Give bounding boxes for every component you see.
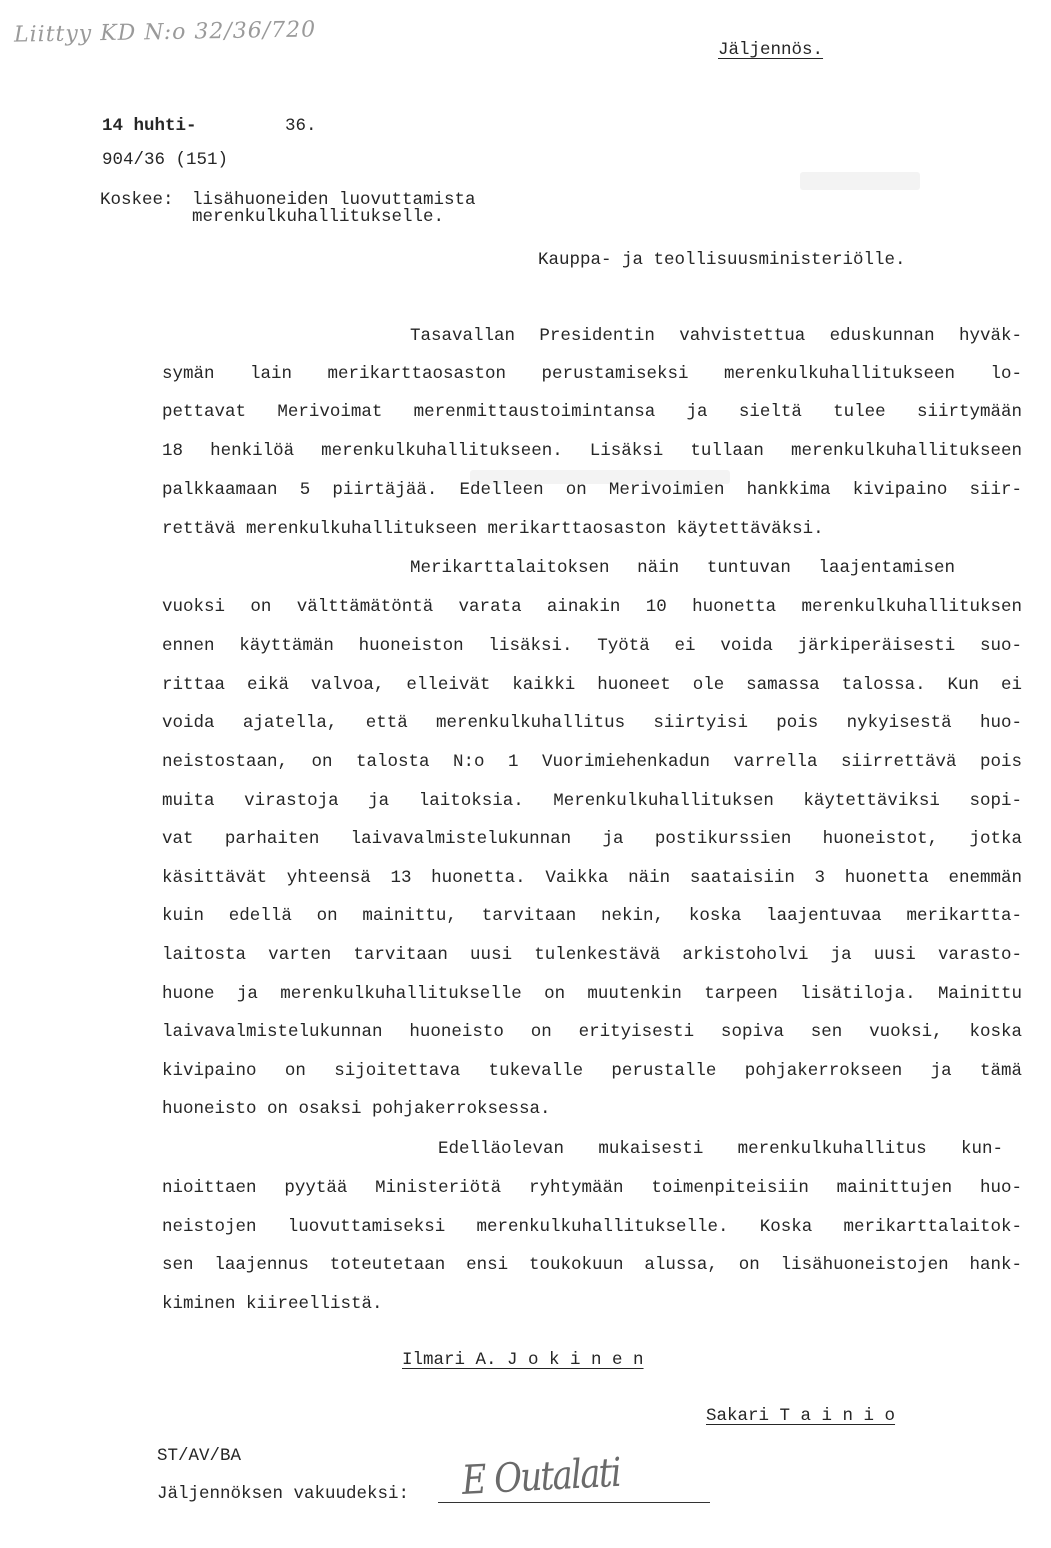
subject-label: Koskee: xyxy=(100,190,174,210)
document-label: Jäljennös. xyxy=(718,40,824,60)
body-line: 18 henkilöä merenkulkuhallitukseen. Lisäksi tullaan merenkulkuhallitukseen xyxy=(162,441,1022,461)
body-line: palkkaamaan 5 piirtäjää. Edelleen on Merivoimien hankkima kivipaino siir- xyxy=(162,480,1022,500)
body-line: neistostaan, on talosta N:o 1 Vuorimiehenkadun varrella siirrettävä pois xyxy=(162,752,1022,772)
certification-label: Jäljennöksen vakuudeksi: xyxy=(157,1484,410,1504)
body-line: symän lain merikarttaosaston perustamiseksi merenkulkuhallitukseen lo- xyxy=(162,364,1022,384)
body-line: neistojen luovuttamiseksi merenkulkuhallitukselle. Koska merikarttalaitok- xyxy=(162,1217,1022,1237)
body-line: käsittävät yhteensä 13 huonetta. Vaikka näin saataisiin 3 huonetta enemmän xyxy=(162,868,1022,888)
body-line: sen laajennus toteutetaan ensi toukokuun alussa, on lisähuoneistojen hank- xyxy=(162,1255,1022,1275)
reference-number: 904/36 (151) xyxy=(102,150,229,170)
body-line: muita virastoja ja laitoksia. Merenkulkuhallituksen käytettäviksi sopi- xyxy=(162,791,1022,811)
body-line: rittaa eikä valvoa, elleivät kaikki huoneet ole samassa talossa. Kun ei xyxy=(162,675,1022,695)
signatory-2: Sakari T a i n i o xyxy=(706,1406,896,1426)
scan-bleed-mark xyxy=(800,172,920,190)
body-line: laitosta varten tarvitaan uusi tulenkestävä arkistoholvi ja uusi varasto- xyxy=(162,945,1022,965)
body-line: laivavalmistelukunnan huoneisto on erityisesti sopiva sen vuoksi, koska xyxy=(162,1022,1022,1042)
body-line: ennen käyttämän huoneiston lisäksi. Työtä ei voida järkiperäisesti suo- xyxy=(162,636,1022,656)
body-line: huone ja merenkulkuhallitukselle on muutenkin tarpeen lisätiloja. Mainittu xyxy=(162,984,1022,1004)
date-year: 36. xyxy=(285,116,317,136)
typist-initials: ST/AV/BA xyxy=(157,1446,242,1466)
body-line: voida ajatella, että merenkulkuhallitus siirtyisi pois nykyisestä huo- xyxy=(162,713,1022,733)
body-line: kuin edellä on mainittu, tarvitaan nekin, koska laajentuvaa merikartta- xyxy=(162,906,1022,926)
body-line: kiminen kiireellistä. xyxy=(162,1294,383,1314)
subject-line-1: lisähuoneiden luovuttamista xyxy=(192,190,476,210)
body-line: vuoksi on välttämätöntä varata ainakin 10 huonetta merenkulkuhallituksen xyxy=(162,597,1022,617)
body-line: nioittaen pyytää Ministeriötä ryhtymään toimenpiteisiin mainittujen huo- xyxy=(162,1178,1022,1198)
body-line: huoneisto on osaksi pohjakerroksessa. xyxy=(162,1099,551,1119)
archive-note: Liittyy KD N:o 32/36/720 xyxy=(13,17,317,48)
certification-signature: E Outalati xyxy=(460,1449,622,1504)
subject-line-2: merenkulkuhallitukselle. xyxy=(192,207,445,227)
body-line: kivipaino on sijoitettava tukevalle perustalle pohjakerrokseen ja tämä xyxy=(162,1061,1022,1081)
body-line: Merikarttalaitoksen näin tuntuvan laajentamisen xyxy=(410,558,955,578)
body-line: pettavat Merivoimat merenmittaustoimintansa ja sieltä tulee siirtymään xyxy=(162,402,1022,422)
body-line: Tasavallan Presidentin vahvistettua eduskunnan hyväk- xyxy=(410,326,1022,346)
certification-signature-line xyxy=(438,1502,710,1503)
body-line: rettävä merenkulkuhallitukseen merikarttaosaston käytettäväksi. xyxy=(162,519,824,539)
signatory-1: Ilmari A. J o k i n e n xyxy=(402,1350,644,1370)
recipient: Kauppa- ja teollisuusministeriölle. xyxy=(538,250,906,270)
body-line: Edelläolevan mukaisesti merenkulkuhallitus kun- xyxy=(438,1139,1003,1159)
body-line: vat parhaiten laivavalmistelukunnan ja postikurssien huoneistot, jotka xyxy=(162,829,1022,849)
date-day-month: 14 huhti- xyxy=(102,116,197,136)
